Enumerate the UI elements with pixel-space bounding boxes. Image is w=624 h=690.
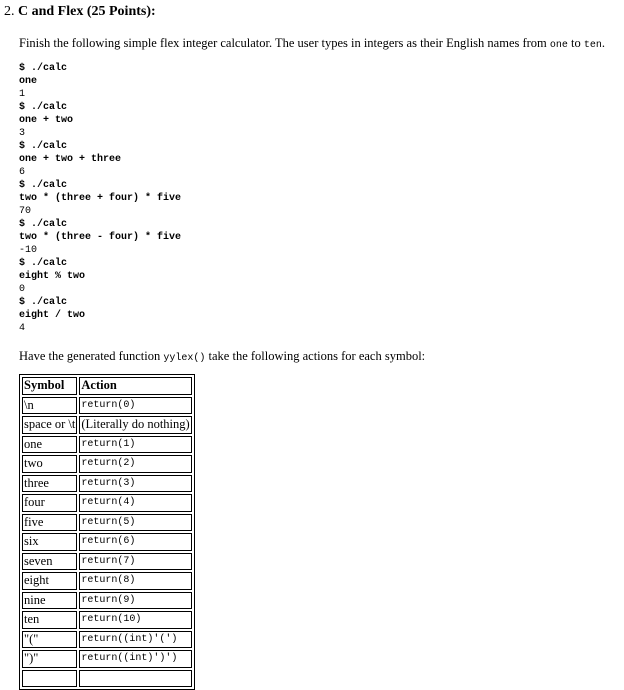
session-input-line: one + two + three bbox=[19, 154, 122, 165]
action-cell bbox=[79, 670, 191, 688]
session-output-line: 6 bbox=[19, 167, 26, 178]
symbol-cell: nine bbox=[22, 592, 77, 610]
action-cell: return(7) bbox=[79, 553, 191, 571]
table-row bbox=[22, 650, 192, 668]
intro-text-middle: to bbox=[567, 36, 584, 50]
table-row bbox=[22, 670, 192, 688]
actions-intro-after: take the following actions for each symbol: bbox=[205, 349, 426, 363]
question-heading bbox=[4, 4, 156, 20]
symbol-cell: seven bbox=[22, 553, 77, 571]
intro-paragraph bbox=[19, 35, 605, 54]
symbol-cell: \n bbox=[22, 397, 77, 415]
symbol-cell: five bbox=[22, 514, 77, 532]
table-row bbox=[22, 436, 192, 454]
session-output-line: -10 bbox=[19, 245, 38, 256]
action-cell: return((int)')') bbox=[79, 650, 191, 668]
action-cell: return(10) bbox=[79, 611, 191, 629]
session-output-line: 0 bbox=[19, 284, 26, 295]
session-output-line: 4 bbox=[19, 323, 26, 334]
actions-intro-before: Have the generated function bbox=[19, 349, 164, 363]
header-action: Action bbox=[79, 377, 191, 395]
session-input-line: $ ./calc bbox=[19, 63, 68, 74]
session-input-line: $ ./calc bbox=[19, 258, 68, 269]
session-output-line: 70 bbox=[19, 206, 32, 217]
session-input-line: one + two bbox=[19, 115, 74, 126]
action-cell: return((int)'(') bbox=[79, 631, 191, 649]
table-row bbox=[22, 572, 192, 590]
symbol-cell bbox=[22, 670, 77, 688]
terminal-session bbox=[19, 62, 181, 335]
table-row bbox=[22, 592, 192, 610]
symbol-cell: three bbox=[22, 475, 77, 493]
symbol-cell: two bbox=[22, 455, 77, 473]
session-input-line: two * (three + four) * five bbox=[19, 193, 182, 204]
session-input-line: $ ./calc bbox=[19, 297, 68, 308]
session-input-line: $ ./calc bbox=[19, 141, 68, 152]
actions-intro-paragraph bbox=[19, 348, 425, 367]
action-cell: return(6) bbox=[79, 533, 191, 551]
session-input-line: two * (three - four) * five bbox=[19, 232, 182, 243]
symbol-cell: six bbox=[22, 533, 77, 551]
symbol-cell: four bbox=[22, 494, 77, 512]
symbol-cell: "(" bbox=[22, 631, 77, 649]
session-input-line: $ ./calc bbox=[19, 219, 68, 230]
table-row bbox=[22, 553, 192, 571]
table-row bbox=[22, 475, 192, 493]
session-input-line: eight / two bbox=[19, 310, 86, 321]
symbol-cell: ten bbox=[22, 611, 77, 629]
table-row bbox=[22, 631, 192, 649]
session-output-line: 1 bbox=[19, 89, 26, 100]
table-header-row bbox=[22, 377, 192, 395]
table-row bbox=[22, 416, 192, 434]
symbol-cell: eight bbox=[22, 572, 77, 590]
table-row bbox=[22, 494, 192, 512]
table-row bbox=[22, 533, 192, 551]
action-cell: return(0) bbox=[79, 397, 191, 415]
actions-intro-code: yylex() bbox=[163, 353, 206, 364]
action-cell: (Literally do nothing) bbox=[79, 416, 191, 434]
question-title: C and Flex (25 Points): bbox=[18, 4, 156, 19]
action-cell: return(3) bbox=[79, 475, 191, 493]
intro-text-after: . bbox=[601, 36, 606, 50]
session-input-line: $ ./calc bbox=[19, 180, 68, 191]
session-input-line: one bbox=[19, 76, 38, 87]
intro-code-from: one bbox=[549, 40, 568, 51]
table-row bbox=[22, 514, 192, 532]
action-cell: return(5) bbox=[79, 514, 191, 532]
intro-text-before: Finish the following simple flex integer calculator. The user types in integers as their English names from bbox=[19, 36, 550, 50]
session-input-line: $ ./calc bbox=[19, 102, 68, 113]
symbol-cell: space or \t bbox=[22, 416, 77, 434]
action-cell: return(2) bbox=[79, 455, 191, 473]
intro-code-to: ten bbox=[583, 40, 602, 51]
symbol-cell: ")" bbox=[22, 650, 77, 668]
header-symbol: Symbol bbox=[22, 377, 77, 395]
action-cell: return(1) bbox=[79, 436, 191, 454]
session-input-line: eight % two bbox=[19, 271, 86, 282]
table-row bbox=[22, 397, 192, 415]
action-cell: return(4) bbox=[79, 494, 191, 512]
table-row bbox=[22, 455, 192, 473]
table-row bbox=[22, 611, 192, 629]
action-cell: return(9) bbox=[79, 592, 191, 610]
session-output-line: 3 bbox=[19, 128, 26, 139]
symbol-cell: one bbox=[22, 436, 77, 454]
action-cell: return(8) bbox=[79, 572, 191, 590]
symbol-action-table bbox=[19, 374, 195, 690]
question-number: 2. bbox=[4, 4, 15, 19]
